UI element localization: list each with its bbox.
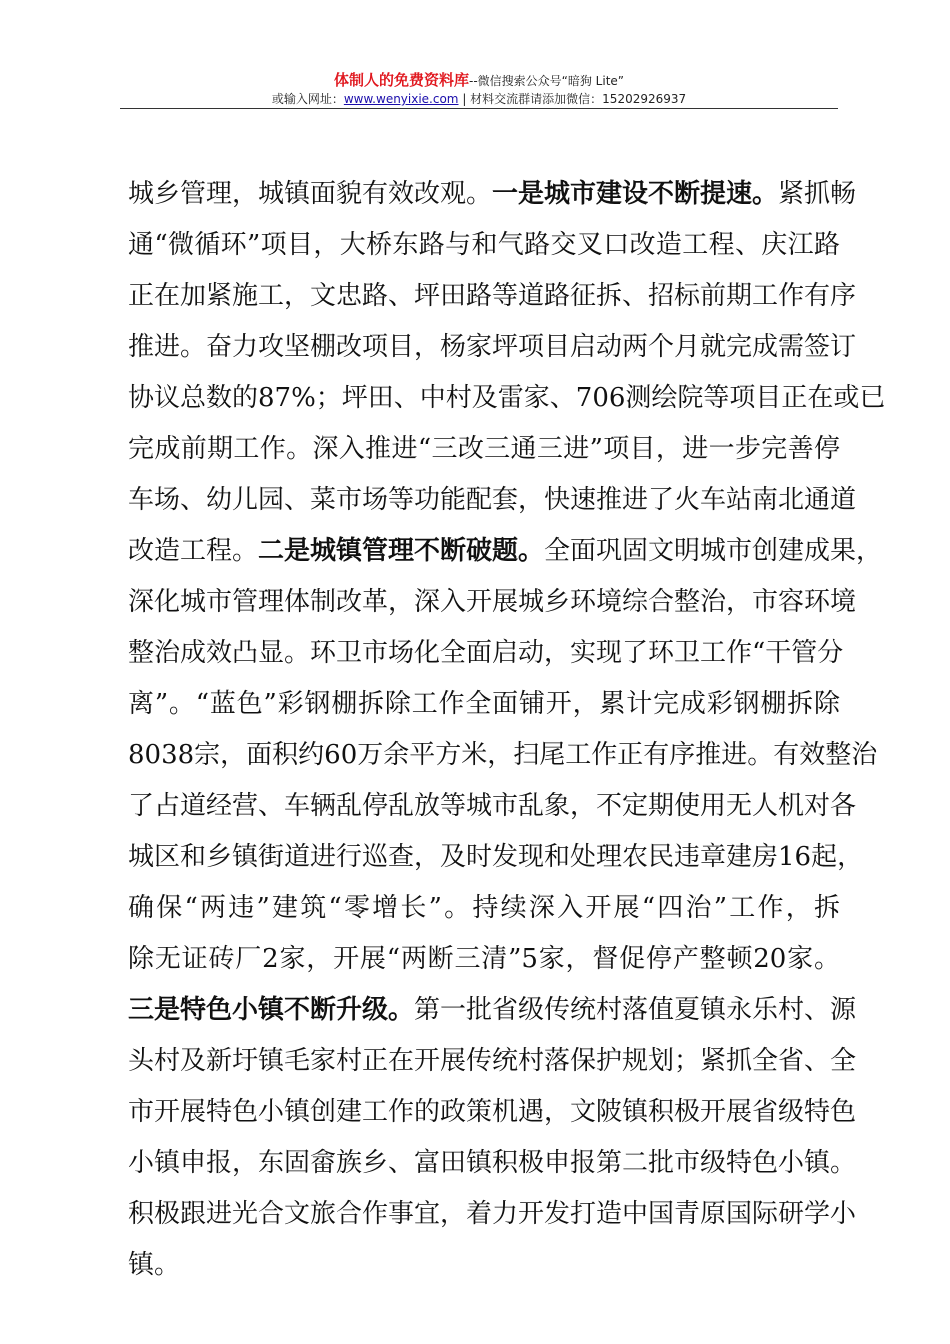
text-run: 镇。 (128, 1250, 181, 1280)
text-run: 城区和乡镇街道进行巡查，及时发现和处理农民违章建房16起， (128, 842, 864, 872)
body-line (128, 322, 857, 373)
text-run: 车场、幼儿园、菜市场等功能配套，快速推进了火车站南北通道 (128, 485, 857, 515)
website-link[interactable]: www.wenyixie.com (343, 92, 459, 106)
section-heading: 一是城市建设不断提速。 (492, 179, 779, 209)
text-run: 小镇申报，东固畲族乡、富田镇积极申报第二批市级特色小镇。 (128, 1148, 857, 1178)
text-run: 协议总数的87%；坪田、中村及雷家、706测绘院等项目正在或已 (128, 383, 886, 413)
body-line (128, 1189, 857, 1240)
body-line (128, 883, 840, 934)
body-line (128, 1087, 857, 1138)
header-contact-suffix: | 材料交流群请添加微信：15202926937 (458, 92, 687, 106)
header-divider (120, 108, 838, 109)
text-run: 全面巩固文明城市创建成果， (544, 536, 883, 566)
body-line (128, 373, 886, 424)
header-url-prefix: 或输入网址： (271, 92, 344, 106)
body-line (128, 730, 878, 781)
text-run: 了占道经营、车辆乱停乱放等城市乱象，不定期使用无人机对各 (128, 791, 857, 821)
page-header (120, 70, 838, 107)
text-run: 推进。奋力攻坚棚改项目，杨家坪项目启动两个月就完成需签订 (128, 332, 857, 362)
header-subtitle: --微信搜索公众号“暗狗 Lite” (468, 74, 625, 88)
body-line (128, 628, 844, 679)
text-run: 8038宗，面积约60万余平方米，扫尾工作正有序推进。有效整治 (128, 740, 878, 770)
body-line (128, 220, 840, 271)
body-line (128, 577, 857, 628)
body-line (128, 1036, 857, 1087)
document-body (128, 169, 886, 1291)
text-run: 通“微循环”项目，大桥东路与和气路交叉口改造工程、庆江路 (128, 230, 840, 260)
text-run: 紧抓畅 (778, 179, 857, 209)
body-line (128, 679, 840, 730)
body-line (128, 1138, 857, 1189)
section-heading: 二是城镇管理不断破题。 (258, 536, 545, 566)
text-run: 积极跟进光合文旅合作事宜，着力开发打造中国青原国际研学小 (128, 1199, 857, 1229)
text-run: 深化城市管理体制改革，深入开展城乡环境综合整治，市容环境 (128, 587, 857, 617)
text-run: 离”。“蓝色”彩钢棚拆除工作全面铺开，累计完成彩钢棚拆除 (128, 689, 840, 719)
body-line (128, 271, 857, 322)
text-run: 第一批省级传统村落值夏镇永乐村、源 (414, 995, 857, 1025)
text-run: 确保“两违”建筑“零增长”。持续深入开展“四治”工作，拆 (128, 893, 840, 923)
text-run: 城乡管理，城镇面貌有效改观。 (128, 179, 493, 209)
body-line (128, 934, 840, 985)
text-run: 市开展特色小镇创建工作的政策机遇，文陂镇积极开展省级特色 (128, 1097, 857, 1127)
body-line (128, 985, 857, 1036)
body-line (128, 475, 857, 526)
header-contact-line (120, 91, 838, 107)
text-run: 整治成效凸显。环卫市场化全面启动，实现了环卫工作“干管分 (128, 638, 844, 668)
text-run: 完成前期工作。深入推进“三改三通三进”项目，进一步完善停 (128, 434, 840, 464)
body-line (128, 169, 857, 220)
text-run: 改造工程。 (128, 536, 259, 566)
header-brand: 体制人的免费资料库 (333, 71, 469, 89)
text-run: 除无证砖厂2家，开展“两断三清”5家，督促停产整顿20家。 (128, 944, 840, 974)
header-title-line (120, 70, 838, 91)
body-line (128, 1240, 840, 1291)
body-line (128, 781, 857, 832)
body-line (128, 424, 840, 475)
section-heading: 三是特色小镇不断升级。 (128, 995, 415, 1025)
text-run: 头村及新圩镇毛家村正在开展传统村落保护规划；紧抓全省、全 (128, 1046, 857, 1076)
body-line (128, 526, 883, 577)
body-line (128, 832, 864, 883)
text-run: 正在加紧施工，文忠路、坪田路等道路征拆、招标前期工作有序 (128, 281, 857, 311)
